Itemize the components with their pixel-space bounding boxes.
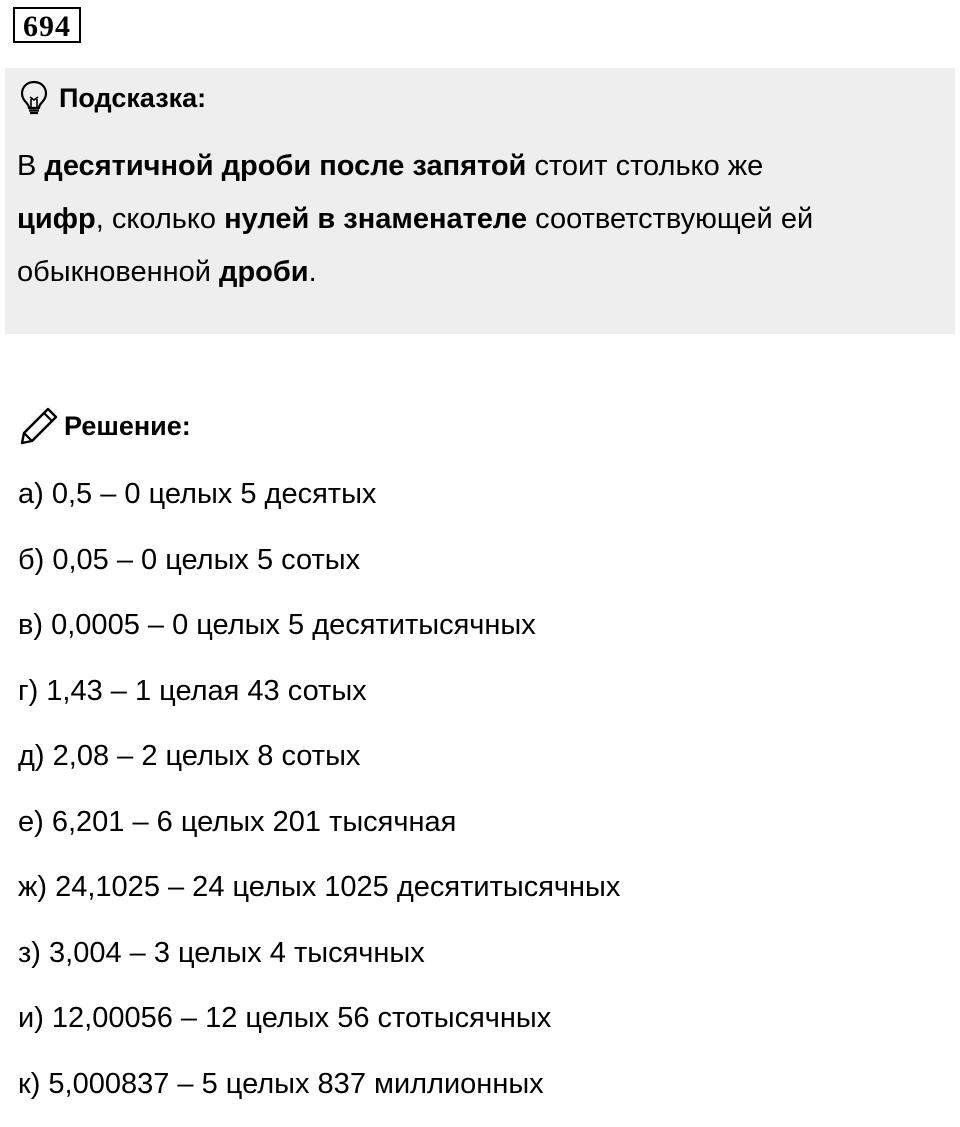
hint-segment: стоит столько же xyxy=(526,150,763,182)
hint-segment: , сколько xyxy=(96,203,224,235)
hint-text xyxy=(17,140,943,299)
hint-segment: В xyxy=(17,150,44,182)
hint-segment: . xyxy=(309,256,317,288)
answer-list xyxy=(18,472,620,1127)
hint-title: Подсказка: xyxy=(59,83,206,114)
solution-title: Решение: xyxy=(64,411,191,442)
lightbulb-icon xyxy=(19,80,49,116)
answer-item: ж) 24,1025 – 24 целых 1025 десятитысячных xyxy=(18,865,620,931)
hint-segment: соответствующей ей обыкновенной xyxy=(17,203,813,288)
answer-item: е) 6,201 – 6 целых 201 тысячная xyxy=(18,800,620,866)
hint-emphasis: десятичной дроби после запятой xyxy=(44,150,526,182)
answer-item: б) 0,05 – 0 целых 5 сотых xyxy=(18,538,620,604)
hint-emphasis: дроби xyxy=(219,256,309,288)
task-number: 694 xyxy=(13,7,81,43)
hint-box xyxy=(5,68,955,334)
answer-item: к) 5,000837 – 5 целых 837 миллионных xyxy=(18,1062,620,1127)
solution-header xyxy=(18,404,191,448)
answer-item: а) 0,5 – 0 целых 5 десятых xyxy=(18,472,620,538)
hint-emphasis: нулей в знаменателе xyxy=(224,203,527,235)
answer-item: г) 1,43 – 1 целая 43 сотых xyxy=(18,669,620,735)
answer-item: д) 2,08 – 2 целых 8 сотых xyxy=(18,734,620,800)
hint-header xyxy=(19,80,206,116)
answer-item: з) 3,004 – 3 целых 4 тысячных xyxy=(18,931,620,997)
answer-item: в) 0,0005 – 0 целых 5 десятитысячных xyxy=(18,603,620,669)
hint-emphasis: цифр xyxy=(17,203,96,235)
pencil-icon xyxy=(18,405,60,447)
answer-item: и) 12,00056 – 12 целых 56 стотысячных xyxy=(18,996,620,1062)
